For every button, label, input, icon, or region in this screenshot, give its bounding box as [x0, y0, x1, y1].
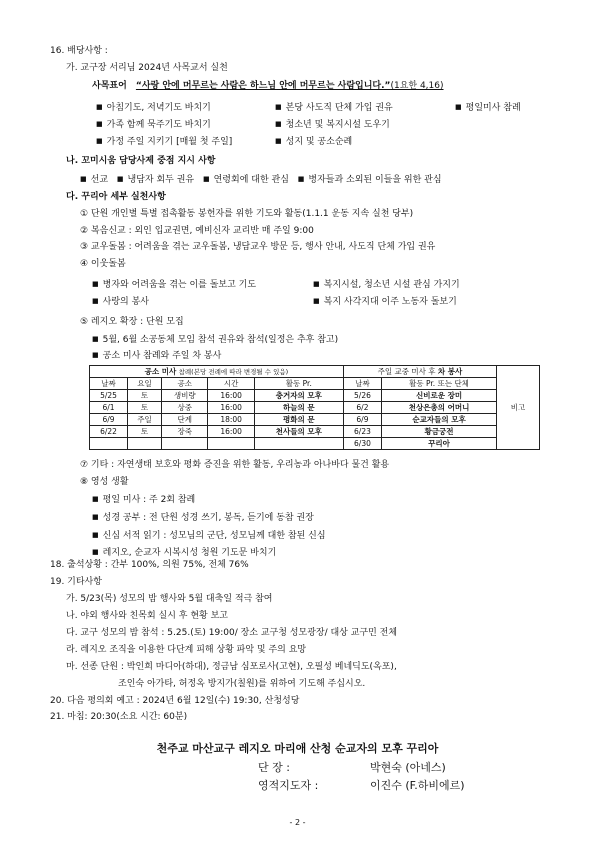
list-item: ■ 병자들과 소외된 이들을 위한 관심: [298, 175, 442, 185]
table-cell: [161, 438, 208, 450]
list-item: ■ 레지오, 순교자 시복시성 청원 기도문 바치기: [92, 546, 276, 559]
other-item: 다. 교구 성모의 밤 참석 : 5.25.(토) 19:00/ 장소 교구청 성모광장/ 대상 교구민 전체: [66, 628, 398, 638]
table-cell: 꾸리아: [382, 438, 497, 450]
attendance: 18. 출석상황 : 간부 100%, 의원 75%, 전체 76%: [50, 560, 249, 570]
page-number: - 2 -: [289, 818, 306, 827]
table-row: [90, 402, 540, 414]
remark-header: 비고: [497, 366, 540, 450]
list-item: ■ 5월, 6월 소공동체 모임 참석 권유와 참석(일정은 추후 참고): [92, 333, 338, 346]
table-cell: 5/26: [343, 390, 381, 402]
other-item: 가. 5/23(목) 성모의 밤 행사와 5월 대축일 적극 참여: [66, 594, 273, 604]
table-cell: 평화의 문: [254, 414, 343, 426]
table-cell: 신비로운 장미: [382, 390, 497, 402]
table-cell: [90, 438, 128, 450]
table-cell: 천상은총의 어머니: [382, 402, 497, 414]
motto-label: 사목표어: [92, 81, 127, 91]
table-cell: 순교자들의 모후: [382, 414, 497, 426]
table-cell: [208, 438, 254, 450]
section-16-b-title: 나. 꼬미시움 담당사제 중점 지시 사항: [66, 156, 216, 166]
motto-text: “사랑 안에 머무르는 사람은 하느님 안에 머무르는 사람입니다.”(1요한 4,16): [135, 81, 444, 91]
table-row: [90, 414, 540, 426]
header-cell: 요일: [128, 378, 162, 390]
table-cell: 6/22: [90, 426, 128, 438]
list-item: ■ 본당 사도직 단체 가입 권유: [275, 101, 393, 114]
table-cell: 5/25: [90, 390, 128, 402]
curia-item-1: ① 단원 개인별 특별 접촉활동 봉헌자를 위한 기도와 활동(1.1.1 운동 지속 실천 당부): [80, 209, 414, 219]
leader-label: 단 장 :: [258, 761, 290, 774]
list-item: ■ 평일 미사 : 주 2회 참례: [92, 493, 195, 506]
table-cell: 천사들의 모후: [254, 426, 343, 438]
curia-item-8: ⑧ 영성 생활: [80, 477, 129, 487]
header-cell: 날짜: [90, 378, 128, 390]
table-cell: 6/2: [343, 402, 381, 414]
list-item: ■ 병자와 어려움을 겪는 이를 돌보고 기도: [92, 278, 256, 291]
curia-item-5: ⑤ 레지오 확장 : 단원 모집: [80, 317, 184, 327]
table-cell: 16:00: [208, 402, 254, 414]
list-item: ■ 사랑의 봉사: [92, 295, 149, 308]
curia-item-3: ③ 교우돌봄 : 어려움을 겪는 교우돌봄, 냉담교우 방문 등, 행사 안내, 사도직 단체 가입 권유: [80, 242, 436, 252]
other-item: 조인숙 아가타, 허정옥 방지가(칠원)를 위하여 기도해 주십시오.: [118, 679, 366, 689]
table-cell: 상중: [161, 402, 208, 414]
curia-item-7: ⑦ 기타 : 자연생태 보호와 평화 증진을 위한 활동, 우리농과 아나바다 물건 활용: [80, 460, 390, 470]
list-item: ■ 신심 서적 읽기 : 성모님의 군단, 성모님께 대한 참된 신심: [92, 529, 326, 542]
header-cell: 날짜: [343, 378, 381, 390]
header-cell: 시간: [208, 378, 254, 390]
pastoral-motto: [92, 80, 444, 92]
other-item: 마. 선종 단원 : 박인희 마디아(하대), 정금남 심포로사(고현), 오필성 베네딕도(옥포),: [66, 662, 397, 672]
table-cell: 6/9: [90, 414, 128, 426]
table-cell: 16:00: [208, 426, 254, 438]
list-item: ■ 복지 사각지대 이주 노동자 돌보기: [313, 295, 457, 308]
table-cell: 장죽: [161, 426, 208, 438]
list-item: ■ 복지시설, 청소년 시설 관심 가지기: [313, 278, 460, 291]
table-header-row: [90, 378, 540, 390]
list-item: ■ 연령회에 대한 관심: [203, 175, 289, 185]
list-item: ■ 선교: [80, 175, 108, 185]
table-cell: 토: [128, 426, 162, 438]
commissioner-directives: [80, 173, 442, 186]
table-row: [90, 438, 540, 450]
curia-item-4: ④ 이웃돌봄: [80, 259, 126, 269]
table-cell: 생비량: [161, 390, 208, 402]
leader-name: 박현숙 (아네스): [370, 761, 446, 774]
header-cell: 공소: [161, 378, 208, 390]
table-row: [90, 426, 540, 438]
list-item: ■ 가족 함께 묵주기도 바치기: [96, 118, 211, 131]
section-16-title: 16. 배당사항 :: [50, 46, 108, 56]
list-item: ■ 냉담자 회두 권유: [117, 175, 194, 185]
table-cell: 18:00: [208, 414, 254, 426]
director-label: 영적지도자 :: [258, 779, 319, 792]
header-cell: 활동 Pr.: [254, 378, 343, 390]
group2-header: 주일 교중 미사 후 차 봉사: [343, 366, 496, 378]
table-cell: 충거자의 모후: [254, 390, 343, 402]
list-item: ■ 평일미사 참례: [455, 101, 521, 114]
section-16-a-title: 가. 교구장 서리님 2024년 사목교서 실천: [66, 63, 228, 73]
group1-header: 공소 미사 참례(본당 전례에 따라 변경될 수 있음): [90, 366, 344, 378]
table-cell: 6/30: [343, 438, 381, 450]
list-item: ■ 성지 및 공소순례: [275, 135, 352, 148]
mission-schedule-table: [89, 365, 540, 450]
list-item: ■ 가정 주일 지키기 [매월 첫 주일]: [96, 135, 232, 148]
closing: 21. 마침: 20:30(소요 시간: 60분): [50, 712, 188, 722]
table-row: [90, 390, 540, 402]
list-item: ■ 청소년 및 복지시설 도우기: [275, 118, 390, 131]
other-item: 나. 야외 행사와 친목회 실시 후 현황 보고: [66, 611, 228, 621]
section-16-c-title: 다. 꾸리아 세부 실천사항: [66, 192, 166, 202]
table-header-row: [90, 366, 540, 378]
table-cell: 주일: [128, 414, 162, 426]
table-cell: 6/9: [343, 414, 381, 426]
next-meeting: 20. 다음 평의회 예고 : 2024년 6월 12일(수) 19:30, 산청성당: [50, 696, 300, 706]
list-item: ■ 아침기도, 저녁기도 바치기: [96, 101, 211, 114]
table-cell: 16:00: [208, 390, 254, 402]
table-cell: 6/23: [343, 426, 381, 438]
table-cell: 황금궁전: [382, 426, 497, 438]
table-cell: 하늘의 문: [254, 402, 343, 414]
table-cell: [128, 438, 162, 450]
table-cell: 단계: [161, 414, 208, 426]
table-cell: [254, 438, 343, 450]
other-item: 라. 레지오 조직을 이용한 다단계 피해 상황 파악 및 주의 요망: [66, 645, 307, 655]
list-item: ■ 공소 미사 참례와 주일 차 봉사: [92, 349, 221, 362]
table-cell: 6/1: [90, 402, 128, 414]
header-cell: 활동 Pr. 또는 단체: [382, 378, 497, 390]
director-name: 이진수 (F.하비에르): [370, 779, 465, 792]
list-item: ■ 성경 공부 : 전 단원 성경 쓰기, 봉독, 듣기에 동참 권장: [92, 511, 314, 524]
curia-item-2: ② 복음신교 : 외인 입교권면, 예비신자 교리반 매 주일 9:00: [80, 226, 314, 236]
section-19-title: 19. 기타사항: [50, 577, 102, 587]
table-cell: 토: [128, 402, 162, 414]
table-cell: 토: [128, 390, 162, 402]
organization-name: 천주교 마산교구 레지오 마리애 산청 순교자의 모후 꾸리아: [156, 742, 439, 755]
